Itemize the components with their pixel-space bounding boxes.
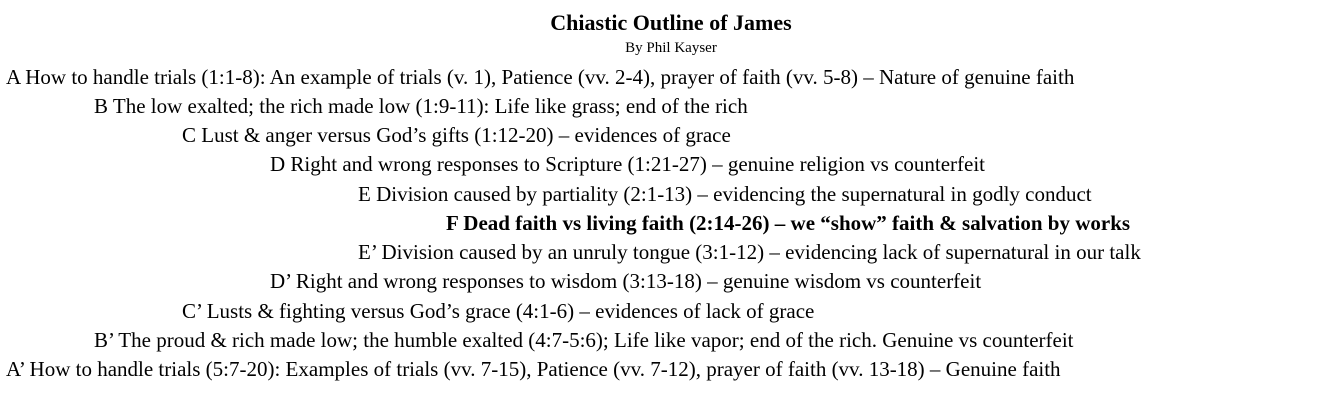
- outline-item-e: E Division caused by partiality (2:1-13) – evidencing the supernatural in godly conduct: [358, 182, 1092, 206]
- outline-item-a-prime: A’ How to handle trials (5:7-20): Examples of trials (vv. 7-15), Patience (vv. 7-12), prayer of faith (vv. 13-18) – Genuine faith: [6, 357, 1061, 381]
- outline-item-d-prime: D’ Right and wrong responses to wisdom (3:13-18) – genuine wisdom vs counterfeit: [270, 269, 982, 293]
- document-author: By Phil Kayser: [625, 40, 717, 56]
- document-title: Chiastic Outline of James: [550, 10, 792, 35]
- outline-item-b-prime: B’ The proud & rich made low; the humble exalted (4:7-5:6); Life like vapor; end of the rich. Genuine vs counterfeit: [94, 328, 1074, 352]
- outline-item-a: A How to handle trials (1:1-8): An example of trials (v. 1), Patience (vv. 2-4), prayer of faith (vv. 5-8) – Nature of genuine faith: [6, 65, 1075, 89]
- outline-item-e-prime: E’ Division caused by an unruly tongue (3:1-12) – evidencing lack of supernatural in our talk: [358, 240, 1141, 264]
- outline-item-c: C Lust & anger versus God’s gifts (1:12-20) – evidences of grace: [182, 123, 731, 147]
- outline-item-f-center: F Dead faith vs living faith (2:14-26) – we “show” faith & salvation by works: [446, 211, 1131, 235]
- outline-item-b: B The low exalted; the rich made low (1:9-11): Life like grass; end of the rich: [94, 94, 748, 118]
- outline-item-c-prime: C’ Lusts & fighting versus God’s grace (4:1-6) – evidences of lack of grace: [182, 299, 815, 323]
- outline-item-d: D Right and wrong responses to Scripture (1:21-27) – genuine religion vs counterfeit: [270, 152, 986, 176]
